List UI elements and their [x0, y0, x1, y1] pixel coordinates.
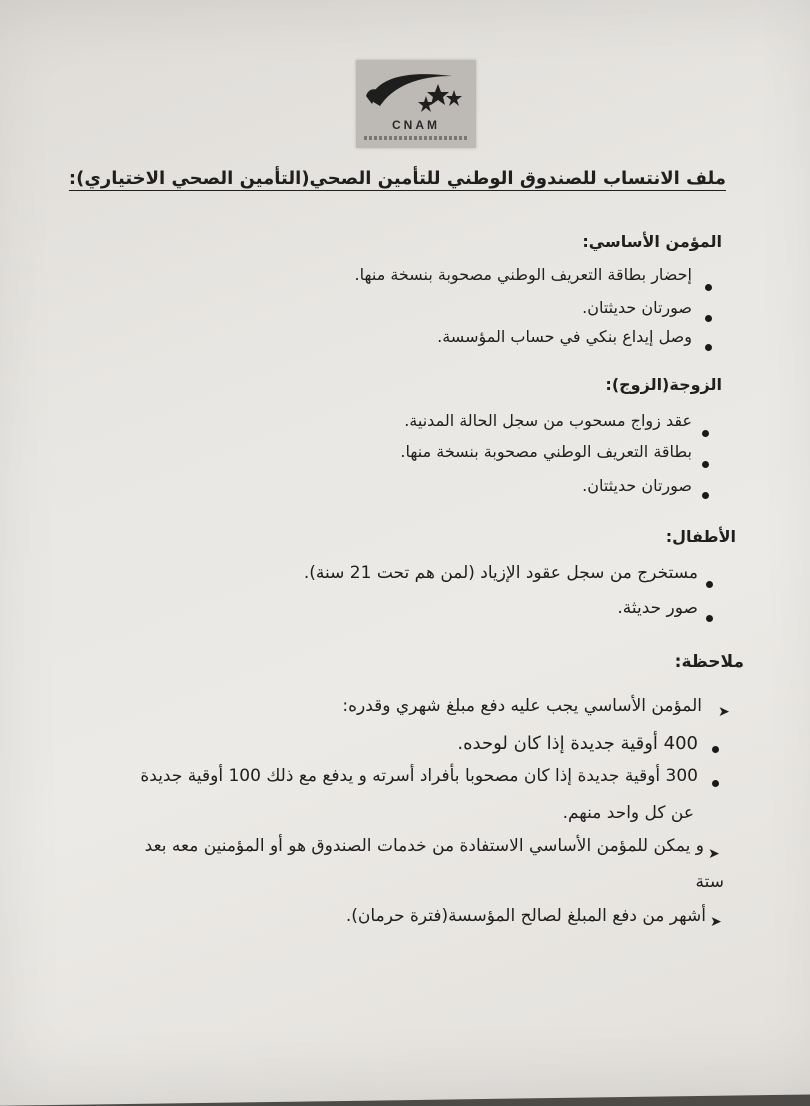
list-item: صورتان حديثتان. — [582, 476, 692, 495]
arrow-bullet-icon: ➤ — [710, 914, 722, 930]
list-item: صورتان حديثتان. — [582, 298, 692, 317]
note-line: ستة — [695, 872, 724, 892]
logo-subtitle-strip — [364, 136, 468, 140]
bullet — [712, 746, 719, 753]
arrow-bullet-icon: ➤ — [718, 704, 730, 720]
bullet — [706, 615, 713, 622]
note-line: أشهر من دفع المبلغ لصالح المؤسسة(فترة حرمان). — [345, 906, 706, 926]
page-title: ملف الانتساب للصندوق الوطني للتأمين الصحي(التأمين الصحي الاختياري): — [68, 168, 726, 189]
bullet — [702, 492, 709, 499]
cnam-emblem-icon — [356, 60, 476, 148]
note-line: 300 أوقية جديدة إذا كان مصحوبا بأفراد أسرته و يدفع مع ذلك 100 أوقية جديدة — [140, 766, 698, 786]
bullet — [702, 461, 709, 468]
note-line: عن كل واحد منهم. — [562, 803, 694, 823]
arrow-bullet-icon: ➤ — [708, 846, 720, 862]
list-item: بطاقة التعريف الوطني مصحوبة بنسخة منها. — [400, 442, 692, 461]
heading-spouse: الزوجة(الزوج): — [605, 375, 722, 394]
bullet — [702, 430, 709, 437]
bullet — [706, 581, 713, 588]
note-line: 400 أوقية جديدة إذا كان لوحده. — [457, 733, 698, 754]
heading-children: الأطفال: — [665, 527, 736, 546]
note-line: و يمكن للمؤمن الأساسي الاستفادة من خدمات الصندوق هو أو المؤمنين معه بعد — [144, 836, 704, 856]
list-item: عقد زواج مسحوب من سجل الحالة المدنية. — [404, 411, 692, 430]
logo-text: CNAM — [392, 118, 440, 132]
bullet — [705, 344, 712, 351]
list-item: مستخرج من سجل عقود الإزياد (لمن هم تحت 21 سنة). — [303, 563, 698, 583]
cnam-logo — [356, 60, 476, 148]
heading-note: ملاحظة: — [674, 652, 744, 672]
heading-primary: المؤمن الأساسي: — [582, 232, 722, 251]
bullet — [705, 284, 712, 291]
bullet — [705, 315, 712, 322]
list-item: وصل إيداع بنكي في حساب المؤسسة. — [437, 327, 692, 346]
bullet — [712, 780, 719, 787]
list-item: إحضار بطاقة التعريف الوطني مصحوبة بنسخة منها. — [354, 265, 692, 284]
note-line: المؤمن الأساسي يجب عليه دفع مبلغ شهري وقدره: — [342, 696, 702, 716]
list-item: صور حديثة. — [617, 598, 698, 618]
